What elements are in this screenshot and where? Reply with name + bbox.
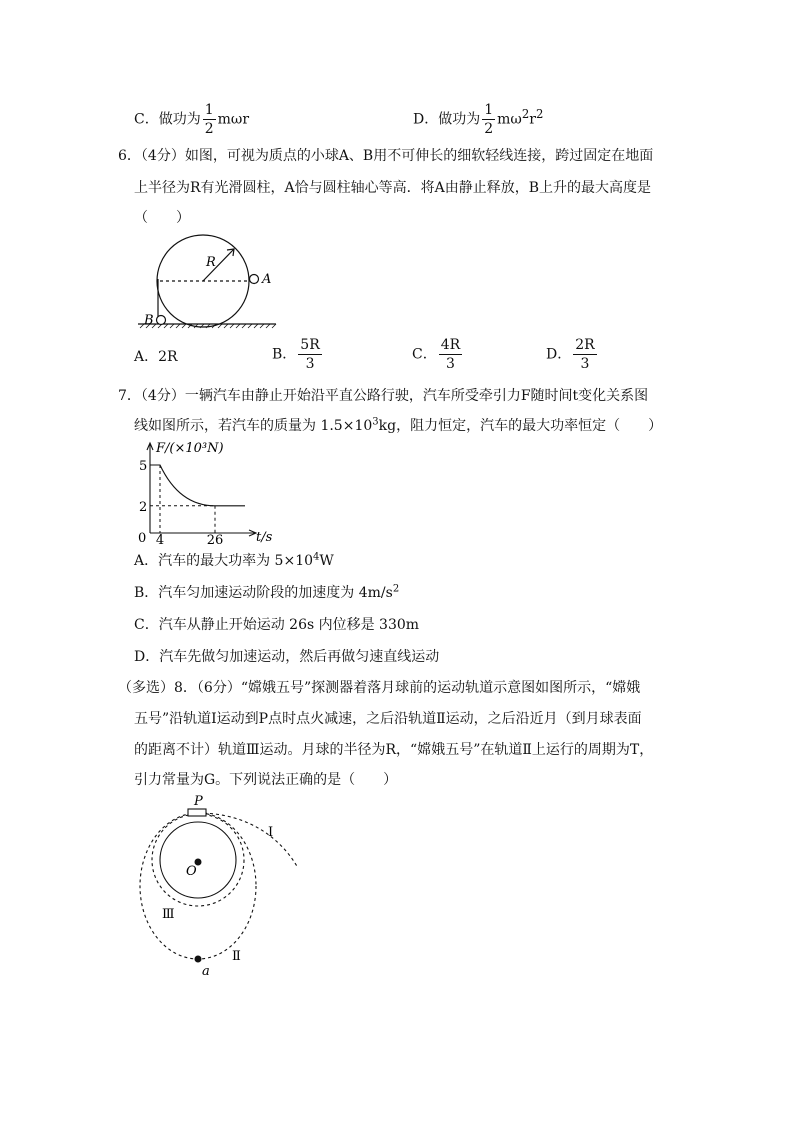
q7-force-time-chart <box>130 438 290 548</box>
q7-option-c: C．汽车从静止开始运动 26s 内位移是 330m <box>134 617 420 633</box>
y-tick-5: 5 <box>139 459 148 474</box>
label-a: A <box>262 272 272 287</box>
q6-line-2: 上半径为R有光滑圆柱，A恰与圆柱轴心等高．将A由静止释放，B上升的最大高度是 <box>134 180 652 196</box>
orbit-ii <box>140 813 256 959</box>
label-o: O <box>186 864 197 879</box>
q8-line-4: 引力常量为G。下列说法正确的是（ ） <box>134 772 398 788</box>
point-a-dot <box>195 956 202 963</box>
ball-a <box>250 275 259 284</box>
x-axis-label: t/s <box>256 530 273 545</box>
fraction: $\frac{2R}{3}$ <box>575 337 595 372</box>
orbit-i <box>198 813 298 868</box>
q6-option-c: C． $\frac{4R}{3}$ <box>412 337 461 372</box>
q6-line-3: （ ） <box>134 210 190 226</box>
label-p: P <box>194 794 203 809</box>
q6-figure <box>130 228 290 328</box>
fraction: $\frac{4R}{3}$ <box>440 337 461 372</box>
fraction: $\frac{1}{2}$ <box>204 102 214 137</box>
label-orbit-i: Ⅰ <box>268 825 274 840</box>
ball-b <box>157 316 166 325</box>
q6-option-a: A．2R <box>134 349 178 365</box>
q7-line-1: 7．（4分）一辆汽车由静止开始沿平直公路行驶，汽车所受牵引力F随时间t变化关系图 <box>118 388 649 404</box>
x-tick-4: 4 <box>155 533 165 548</box>
q8-line-1: （多选）8．（6分）“嫦娥五号”探测器着落月球前的运动轨道示意图如图所示，“嫦娥 <box>118 680 641 696</box>
q7-line-2: 线如图所示，若汽车的质量为 $1.5\times 10^3kg$，阻力恒定，汽车的最大功率恒定（ ） <box>134 416 663 434</box>
q8-orbit-figure <box>130 790 320 985</box>
q6-option-b: B． $\frac{5R}{3}$ <box>272 337 320 372</box>
label-r: R <box>206 255 216 270</box>
fraction: $\frac{1}{2}$ <box>484 102 494 137</box>
x-tick-0: 0 <box>138 531 147 546</box>
q6-line-1: 6．（4分）如图，可视为质点的小球A、B用不可伸长的细软轻线连接，跨过固定在地面 <box>118 148 654 164</box>
q8-line-3: 的距离不计）轨道Ⅲ运动。月球的半径为R，“嫦娥五号”在轨道Ⅱ上运行的周期为T， <box>134 742 654 758</box>
q8-line-2: 五号”沿轨道Ⅰ运动到P点时点火减速，之后沿轨道Ⅱ运动，之后沿近月（到月球表面 <box>134 711 642 727</box>
q7-option-b: B．汽车匀加速运动阶段的加速度为 $4m/s^2$ <box>134 583 400 601</box>
label-orbit-ii: Ⅱ <box>232 949 241 964</box>
q7-option-a: A．汽车的最大功率为 $5\times 10^4W$ <box>134 551 334 569</box>
label-b: B <box>144 313 154 328</box>
label-orbit-iii: Ⅲ <box>162 907 175 922</box>
label-a: a <box>202 964 210 979</box>
y-tick-2: 2 <box>139 499 148 515</box>
probe-icon <box>188 809 206 816</box>
fraction: $\frac{5R}{3}$ <box>300 337 320 372</box>
q5-option-c: C．做功为 $\frac{1}{2}$ mωr <box>134 102 250 137</box>
x-tick-26: 26 <box>206 533 224 548</box>
q5-option-d: D．做功为 $\frac{1}{2}$ $m\omega^2r^2$ <box>413 102 544 137</box>
force-curve <box>150 465 245 506</box>
y-axis-label: F/(×10³N) <box>156 441 224 456</box>
q7-option-d: D．汽车先做匀加速运动，然后再做匀速直线运动 <box>134 649 440 665</box>
q6-option-d: D． $\frac{2R}{3}$ <box>546 337 595 372</box>
